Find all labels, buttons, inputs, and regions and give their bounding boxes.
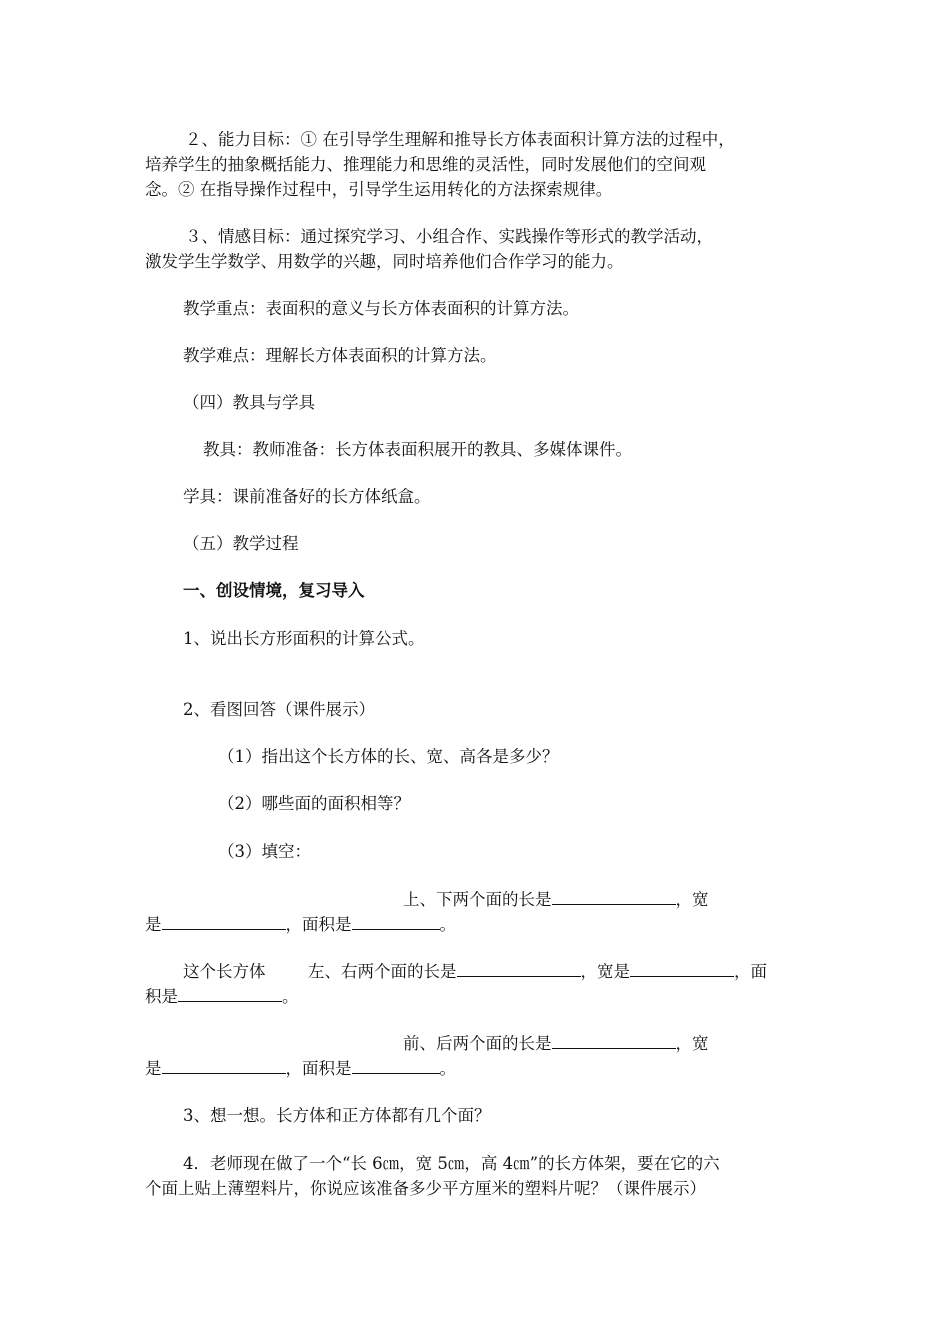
fill-area-is2: 积是	[145, 987, 178, 1006]
teaching-key-point: 教学重点：表面积的意义与长方体表面积的计算方法。	[183, 299, 579, 318]
blank-left-right-length[interactable]	[457, 960, 581, 977]
fill-top-bottom-line-1	[403, 888, 709, 912]
fill-front-back-label: 前、后两个面的长是	[403, 1034, 552, 1053]
blank-front-back-area[interactable]	[352, 1057, 440, 1074]
question-2-2: （2）哪些面的面积相等？	[218, 794, 410, 813]
blank-left-right-area[interactable]	[178, 985, 282, 1002]
fill-comma-wide: ，宽	[675, 890, 709, 909]
blank-left-right-width[interactable]	[630, 960, 734, 977]
fill-left-right-line-1	[308, 960, 767, 984]
emotion-goal-line-2: 激发学生学数学、用数学的兴趣，同时培养他们合作学习的能力。	[145, 252, 624, 271]
fill-left-right-line-2	[145, 985, 299, 1009]
fill-end-3: 。	[439, 1059, 456, 1078]
fill-is-label: 是	[145, 915, 162, 934]
teaching-difficulty: 教学难点：理解长方体表面积的计算方法。	[183, 346, 497, 365]
question-1: 1、说出长方形面积的计算公式。	[183, 629, 425, 648]
fill-is-label-2: 是	[145, 1059, 162, 1078]
fill-comma-wide-2: ，宽	[675, 1034, 709, 1053]
blank-top-bottom-area[interactable]	[352, 913, 440, 930]
fill-end: 。	[439, 915, 456, 934]
fill-top-bottom-line-2	[145, 913, 456, 937]
process-heading: （五）教学过程	[183, 534, 299, 553]
question-2: 2、看图回答（课件展示）	[183, 700, 375, 719]
blank-front-back-width[interactable]	[162, 1057, 286, 1074]
fill-front-back-line-2	[145, 1057, 456, 1081]
question-4-line-2: 个面上贴上薄塑料片，你说应该准备多少平方厘米的塑料片呢？（课件展示）	[145, 1179, 706, 1198]
fill-area-label: ，面积是	[285, 915, 352, 934]
fill-front-back-line-1	[403, 1032, 709, 1056]
fill-wide-is: ，宽是	[580, 962, 630, 981]
fill-left-right-label: 左、右两个面的长是	[308, 962, 457, 981]
fill-top-bottom-label: 上、下两个面的长是	[403, 890, 552, 909]
ability-goal-line-1: ２、能力目标：① 在引导学生理解和推导长方体表面积计算方法的过程中，	[185, 130, 735, 149]
blank-front-back-length[interactable]	[552, 1032, 676, 1049]
ability-goal-line-3: 念。② 在指导操作过程中，引导学生运用转化的方法探索规律。	[145, 180, 613, 199]
blank-top-bottom-length[interactable]	[552, 888, 676, 905]
question-4-line-1: 4．老师现在做了一个“长 6㎝，宽 5㎝，高 4㎝”的长方体架，要在它的六	[183, 1154, 720, 1173]
question-3: 3、想一想。长方体和正方体都有几个面？	[183, 1106, 491, 1125]
teacher-tools: 教具：教师准备：长方体表面积展开的教具、多媒体课件。	[203, 440, 632, 459]
blank-top-bottom-width[interactable]	[162, 913, 286, 930]
fill-cuboid-label: 这个长方体	[183, 962, 266, 981]
fill-comma-face: ，面	[734, 962, 767, 981]
section-1-heading: 一、创设情境，复习导入	[183, 581, 365, 600]
student-tools: 学具：课前准备好的长方体纸盒。	[183, 487, 431, 506]
tools-heading: （四）教具与学具	[183, 393, 315, 412]
fill-area-label-2: ，面积是	[285, 1059, 352, 1078]
question-2-3: （3）填空：	[218, 842, 311, 861]
question-2-1: （1）指出这个长方体的长、宽、高各是多少？	[218, 747, 559, 766]
fill-end-2: 。	[282, 987, 299, 1006]
emotion-goal-line-1: ３、情感目标：通过探究学习、小组合作、实践操作等形式的教学活动，	[185, 227, 713, 246]
ability-goal-line-2: 培养学生的抽象概括能力、推理能力和思维的灵活性，同时发展他们的空间观	[145, 155, 706, 174]
